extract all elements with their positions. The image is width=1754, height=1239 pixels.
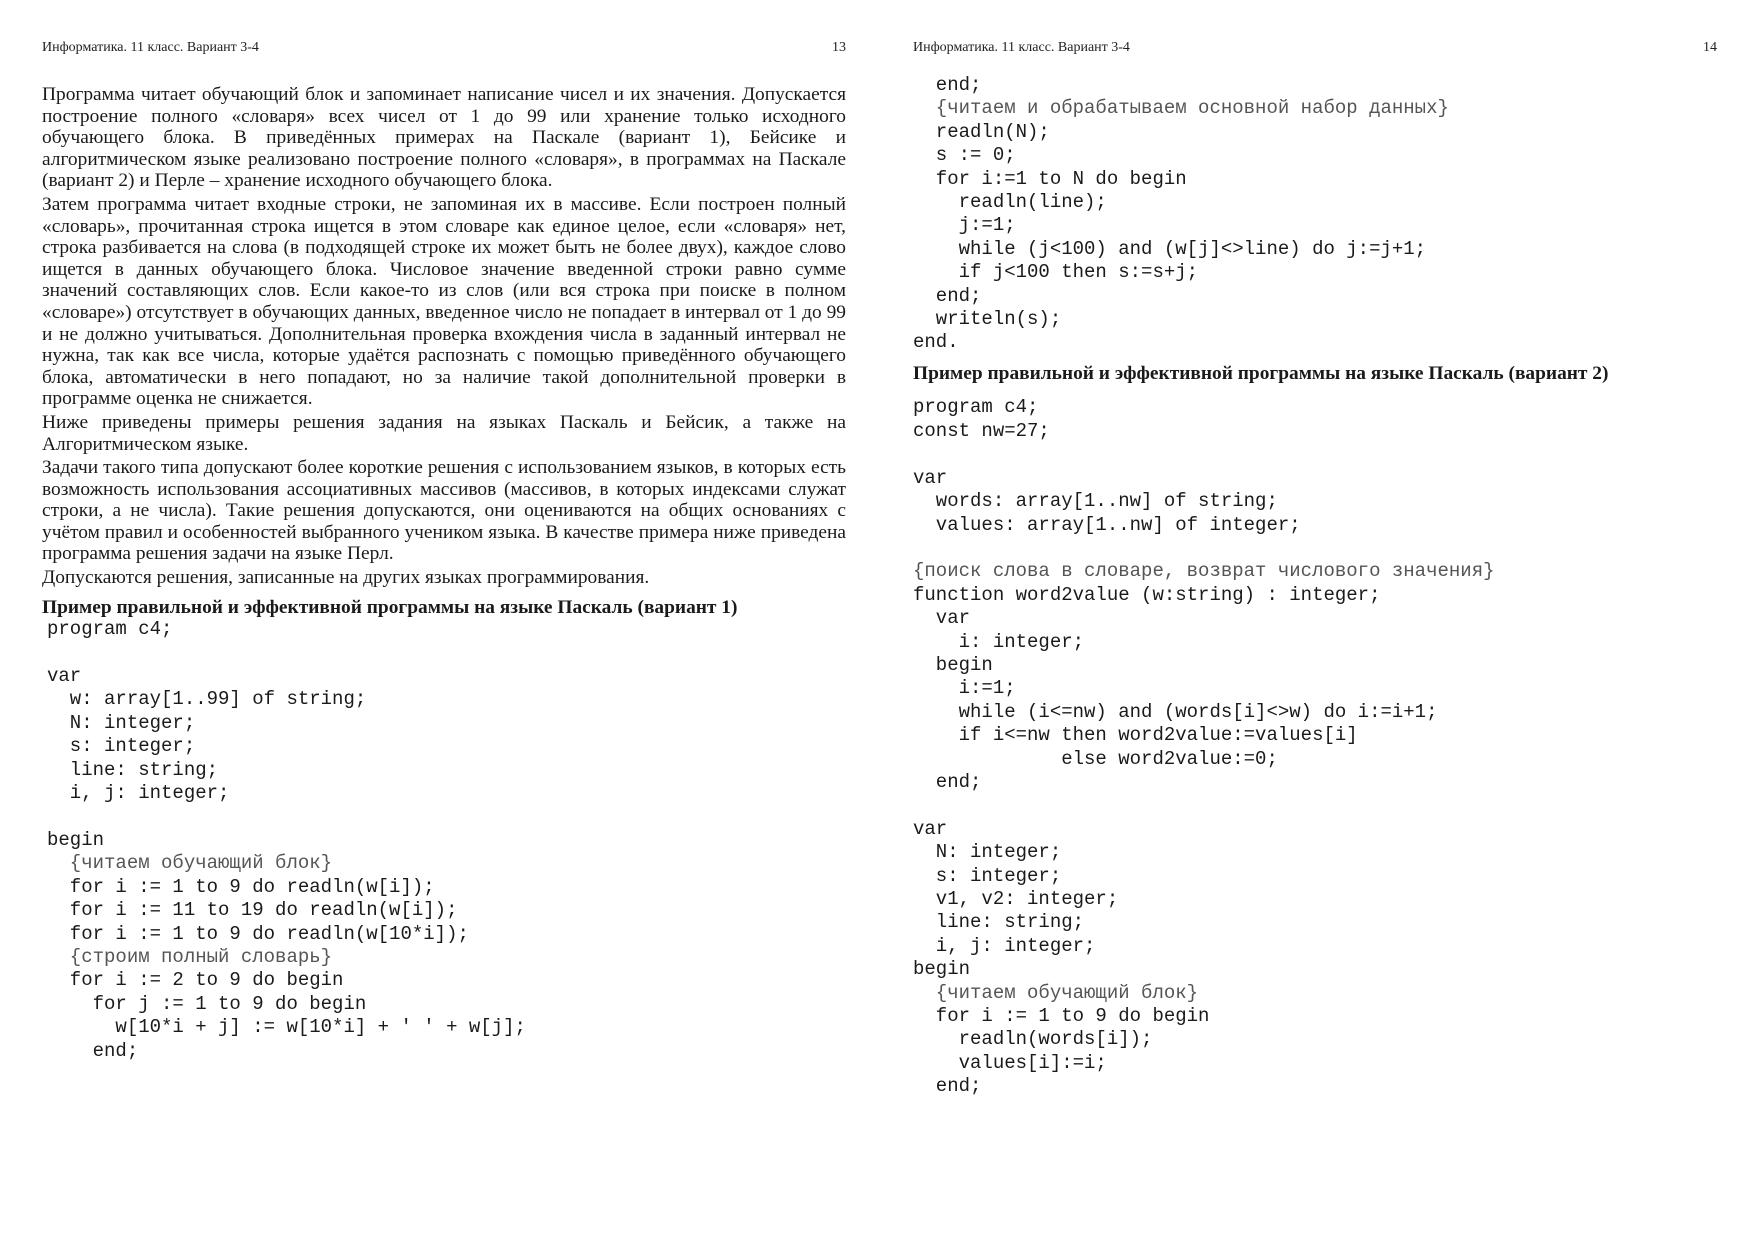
code-line: {читаем обучающий блок} <box>913 981 1199 1004</box>
code-line: line: string; <box>913 911 1085 934</box>
paragraph: Затем программа читает входные строки, не запоминая их в массиве. Если построен полный «словарь», прочитанная строка ищется в этом словаре как единое целое, если «словаря» нет, строка разбивается на слова (в подходящей строке их может быть не более двух), каждое слово ищется в данных обучающего блока. Числовое значение введенной строки равно сумме значений составляющих слов. Если какое-то из слов (или вся строка при поиске в полном «словаре») отсутствует в обучающих данных, введенное число не попадает в интервал от 1 до 99 и не должно учитываться. Дополнительная проверка вхождения числа в заданный интервал не нужна, так как все числа, которые удаётся распознать с помощью приведённого обучающего блока, автоматически в него попадают, но за наличие такой дополнительной проверки в программе оценка не снижается. <box>42 193 846 410</box>
code-line: else word2value:=0; <box>913 747 1278 770</box>
code-line: j:=1; <box>913 214 1016 237</box>
code-line: N: integer; <box>47 711 196 734</box>
code-line: values: array[1..nw] of integer; <box>913 513 1301 536</box>
paragraph: Ниже приведены примеры решения задания на языках Паскаль и Бейсик, а также на Алгоритмическом языке. <box>42 411 846 455</box>
code-line: readln(line); <box>913 191 1107 214</box>
code-line: begin <box>913 958 971 981</box>
code-line: v1, v2: integer; <box>913 888 1119 910</box>
paragraph: Задачи такого типа допускают более короткие решения с использованием языков, в которых есть возможность использования ассоциативных массивов (массивов, в которых индексами служат строки, а не числа). Такие решения допускаются, они оцениваются на общих основаниях с учётом правил и особенностей выбранного учеником языка. В качестве примера ниже приведена программа решения задачи на языке Перл. <box>42 457 846 565</box>
paragraph: Программа читает обучающий блок и запоминает написание чисел и их значения. Допускается построение полного «словаря» всех чисел от 1 до 99 или хранение только исходного обучающего блока. В приведённых примерах на Паскале (вариант 1), Бейсике и алгоритмическом языке реализовано построение полного «словаря», в программах на Паскале (вариант 2) и Перле – хранение исходного обучающего блока. <box>42 84 846 192</box>
code-line: for i := 2 to 9 do begin <box>47 969 344 992</box>
code-line: end; <box>913 284 982 307</box>
code-line: s: integer; <box>47 735 196 758</box>
code-line: if j<100 then s:=s+j; <box>913 261 1199 284</box>
code-line: line: string; <box>47 758 219 781</box>
code-line: begin <box>47 828 105 851</box>
paragraph: Допускаются решения, записанные на других языках программирования. <box>42 567 650 589</box>
code-line: s: integer; <box>913 864 1062 887</box>
code-line: i, j: integer; <box>913 934 1096 957</box>
code-line: words: array[1..nw] of string; <box>913 490 1278 513</box>
code-line: for i := 1 to 9 do readln(w[10*i]); <box>47 922 469 945</box>
code-line: if i<=nw then word2value:=values[i] <box>913 724 1358 747</box>
page-number: 13 <box>832 40 846 55</box>
code-line: end; <box>913 770 982 793</box>
code-line: end; <box>913 1075 982 1098</box>
code-line: end; <box>47 1039 139 1062</box>
code-line: function word2value (w:string) : integer; <box>913 583 1381 606</box>
code-listing <box>913 396 1717 1098</box>
code-line: begin <box>913 653 993 676</box>
code-line: program c4; <box>47 618 173 641</box>
code-line: for j := 1 to 9 do begin <box>47 992 367 1015</box>
code-line: while (j<100) and (w[j]<>line) do j:=j+1; <box>913 237 1427 260</box>
code-line: {поиск слова в словаре, возврат числового значения} <box>913 560 1495 583</box>
code-line: values[i]:=i; <box>913 1051 1107 1074</box>
header-title: Информатика. 11 класс. Вариант 3-4 <box>42 40 259 55</box>
code-line: for i := 1 to 9 do begin <box>913 1005 1210 1028</box>
code-listing <box>47 618 846 1063</box>
left-page-header <box>42 40 846 60</box>
header-title: Информатика. 11 класс. Вариант 3-4 <box>913 40 1130 55</box>
code-line: i, j: integer; <box>47 782 230 805</box>
code-line: N: integer; <box>913 841 1062 864</box>
code-line: end; <box>913 74 982 96</box>
section-heading: Пример правильной и эффективной программы на языке Паскаль (вариант 2) <box>913 362 1609 384</box>
code-line: readln(words[i]); <box>913 1028 1153 1051</box>
code-line: i:=1; <box>913 677 1016 700</box>
code-line: while (i<=nw) and (words[i]<>w) do i:=i+1; <box>913 700 1438 723</box>
right-page-body <box>913 74 1717 1099</box>
code-line: {читаем и обрабатываем основной набор данных} <box>913 97 1449 120</box>
code-line: var <box>913 607 971 630</box>
left-page-body <box>42 84 846 1063</box>
section-heading: Пример правильной и эффективной программы на языке Паскаль (вариант 1) <box>42 596 738 618</box>
code-line: const nw=27; <box>913 419 1050 442</box>
code-line: {читаем обучающий блок} <box>47 852 333 875</box>
code-line: var <box>913 817 948 840</box>
code-line: for i := 1 to 9 do readln(w[i]); <box>47 875 435 898</box>
code-line: w: array[1..99] of string; <box>47 688 367 711</box>
code-line: for i := 11 to 19 do readln(w[i]); <box>47 899 458 922</box>
code-line: var <box>47 665 82 688</box>
code-listing <box>913 74 1717 355</box>
right-page-header <box>913 40 1717 60</box>
right-page <box>913 0 1717 1239</box>
code-line: s := 0; <box>913 144 1016 167</box>
page-number: 14 <box>1703 40 1717 55</box>
code-line: i: integer; <box>913 630 1085 653</box>
code-line: program c4; <box>913 396 1039 419</box>
code-line: var <box>913 466 948 489</box>
code-line: w[10*i + j] := w[10*i] + ' ' + w[j]; <box>47 1016 526 1039</box>
code-line: {строим полный словарь} <box>47 945 333 968</box>
code-line: end. <box>913 331 959 354</box>
left-page <box>42 0 846 1239</box>
code-line: writeln(s); <box>913 308 1062 331</box>
code-line: for i:=1 to N do begin <box>913 167 1187 190</box>
code-line: readln(N); <box>913 120 1050 143</box>
